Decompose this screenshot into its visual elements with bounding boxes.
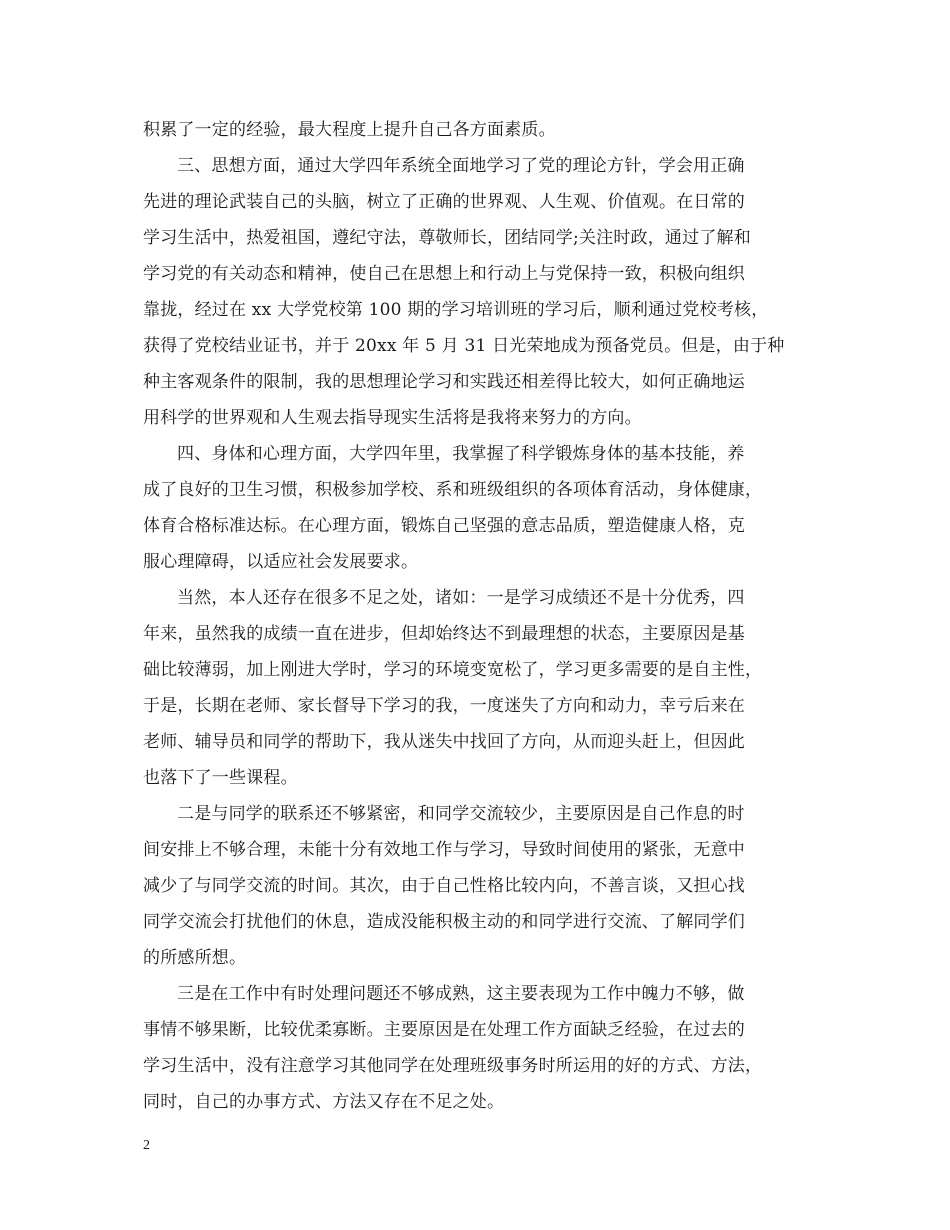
- text-line: 的所感所想。: [143, 948, 247, 968]
- text-line: 体育合格标准达标。在心理方面，锻炼自己坚强的意志品质，塑造健康人格，克: [143, 516, 745, 536]
- text-line: 于是，长期在老师、家长督导下学习的我，一度迷失了方向和动力，幸亏后来在: [143, 696, 745, 716]
- text-line: 用科学的世界观和人生观去指导现实生活将是我将来努力的方向。: [143, 408, 642, 428]
- text-line: 成了良好的卫生习惯，积极参加学校、系和班级组织的各项体育活动，身体健康，: [143, 480, 763, 500]
- text-line: 学习生活中，没有注意学习其他同学在处理班级事务时所运用的好的方式、方法，: [143, 1056, 763, 1076]
- text-line: 积累了一定的经验，最大程度上提升自己各方面素质。: [143, 120, 556, 140]
- text-line: 年来，虽然我的成绩一直在进步，但却始终达不到最理想的状态，主要原因是基: [143, 624, 745, 644]
- text-line: 获得了党校结业证书，并于 20xx 年 5 月 31 日光荣地成为预备党员。但是，由于种: [143, 336, 785, 356]
- text-line: 四、身体和心理方面，大学四年里，我掌握了科学锻炼身体的基本技能，养: [177, 444, 745, 464]
- text-line: 间安排上不够合理，未能十分有效地工作与学习，导致时间使用的紧张，无意中: [143, 840, 745, 860]
- page-number: 2: [143, 1138, 150, 1153]
- text-line: 学习党的有关动态和精神，使自己在思想上和行动上与党保持一致，积极向组织: [143, 264, 745, 284]
- document-body: [143, 112, 823, 1120]
- text-line: 也落下了一些课程。: [143, 768, 298, 788]
- text-line: 三是在工作中有时处理问题还不够成熟，这主要表现为工作中魄力不够，做: [177, 984, 745, 1004]
- text-line: 础比较薄弱，加上刚进大学时，学习的环境变宽松了，学习更多需要的是自主性，: [143, 660, 763, 680]
- text-line: 当然，本人还存在很多不足之处，诸如：一是学习成绩还不是十分优秀，四: [177, 588, 745, 608]
- text-line: 同时，自己的办事方式、方法又存在不足之处。: [143, 1092, 505, 1112]
- text-line: 同学交流会打扰他们的休息，造成没能积极主动的和同学进行交流、了解同学们: [143, 912, 745, 932]
- text-line: 种主客观条件的限制，我的思想理论学习和实践还相差得比较大，如何正确地运: [143, 372, 745, 392]
- text-line: 学习生活中，热爱祖国，遵纪守法，尊敬师长，团结同学;关注时政，通过了解和: [143, 228, 751, 248]
- text-line: 靠拢，经过在 xx 大学党校第 100 期的学习培训班的学习后，顺利通过党校考核，: [143, 300, 769, 320]
- text-line: 服心理障碍，以适应社会发展要求。: [143, 552, 419, 572]
- text-line: 二是与同学的联系还不够紧密，和同学交流较少，主要原因是自己作息的时: [177, 804, 745, 824]
- text-line: 老师、辅导员和同学的帮助下，我从迷失中找回了方向，从而迎头赶上，但因此: [143, 732, 745, 752]
- text-line: 减少了与同学交流的时间。其次，由于自己性格比较内向，不善言谈，又担心找: [143, 876, 745, 896]
- text-line: 事情不够果断，比较优柔寡断。主要原因是在处理工作方面缺乏经验，在过去的: [143, 1020, 745, 1040]
- text-line: 三、思想方面，通过大学四年系统全面地学习了党的理论方针，学会用正确: [177, 156, 745, 176]
- text-line: 先进的理论武装自己的头脑，树立了正确的世界观、人生观、价值观。在日常的: [143, 192, 745, 212]
